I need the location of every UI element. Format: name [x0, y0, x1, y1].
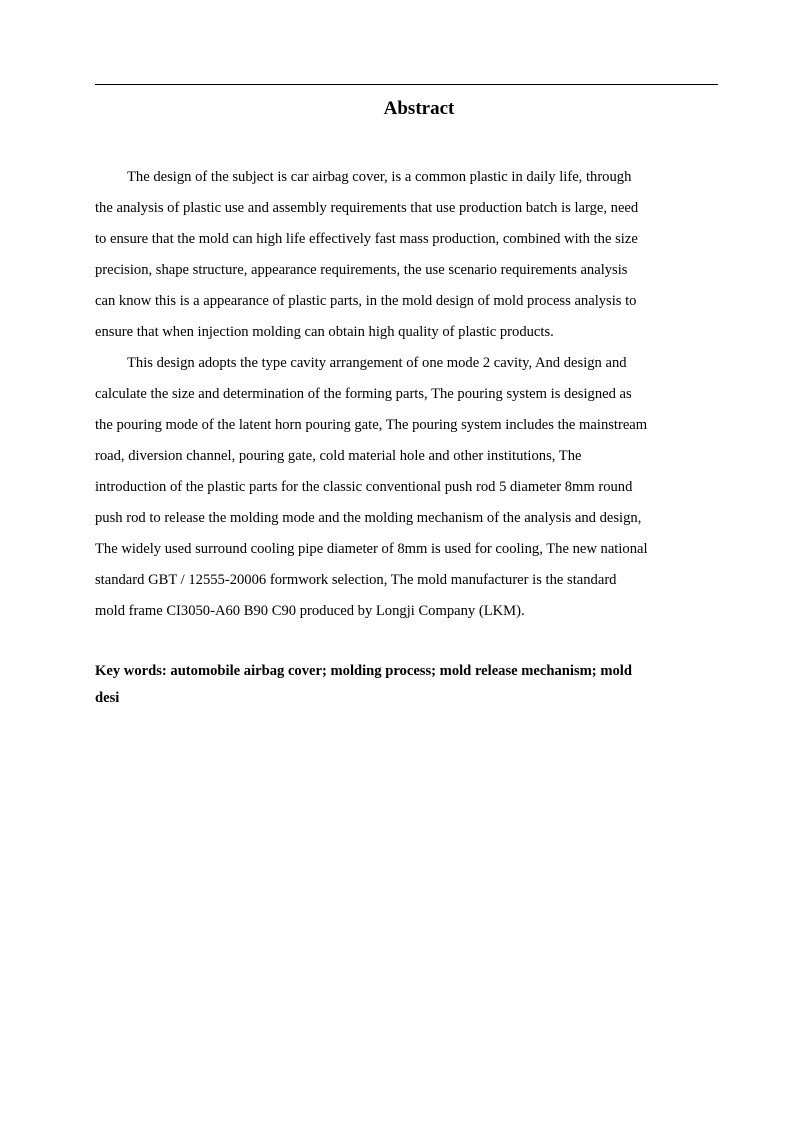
- text-line: calculate the size and determination of the forming parts, The pouring system is designed as: [95, 386, 632, 402]
- text-line: ensure that when injection molding can obtain high quality of plastic products.: [95, 324, 554, 340]
- text-line: to ensure that the mold can high life effectively fast mass production, combined with the size: [95, 231, 638, 247]
- keywords-section: [95, 658, 715, 712]
- text-line: standard GBT / 12555-20006 formwork selection, The mold manufacturer is the standard: [95, 572, 617, 588]
- abstract-paragraph-1: [95, 162, 715, 348]
- keywords-line: Key words: automobile airbag cover; molding process; mold release mechanism; mold: [95, 663, 632, 679]
- text-line: The widely used surround cooling pipe diameter of 8mm is used for cooling, The new national: [95, 541, 648, 557]
- text-line: mold frame CI3050-A60 B90 C90 produced by Longji Company (LKM).: [95, 603, 525, 619]
- keywords-line: desi: [95, 690, 120, 706]
- abstract-body: [95, 162, 715, 627]
- text-line: road, diversion channel, pouring gate, cold material hole and other institutions, The: [95, 448, 582, 464]
- text-line: The design of the subject is car airbag cover, is a common plastic in daily life, through: [127, 169, 632, 185]
- header-rule: [95, 84, 718, 85]
- text-line: the pouring mode of the latent horn pouring gate, The pouring system includes the mainstream: [95, 417, 648, 433]
- text-line: precision, shape structure, appearance requirements, the use scenario requirements analysis: [95, 262, 628, 278]
- text-line: This design adopts the type cavity arrangement of one mode 2 cavity, And design and: [127, 355, 627, 371]
- text-line: can know this is a appearance of plastic parts, in the mold design of mold process analysis to: [95, 293, 637, 309]
- abstract-paragraph-2: [95, 348, 715, 627]
- text-line: introduction of the plastic parts for the classic conventional push rod 5 diameter 8mm round: [95, 479, 633, 495]
- text-line: the analysis of plastic use and assembly requirements that use production batch is large, need: [95, 200, 639, 216]
- page-title: Abstract: [383, 98, 455, 119]
- text-line: push rod to release the molding mode and the molding mechanism of the analysis and design,: [95, 510, 642, 526]
